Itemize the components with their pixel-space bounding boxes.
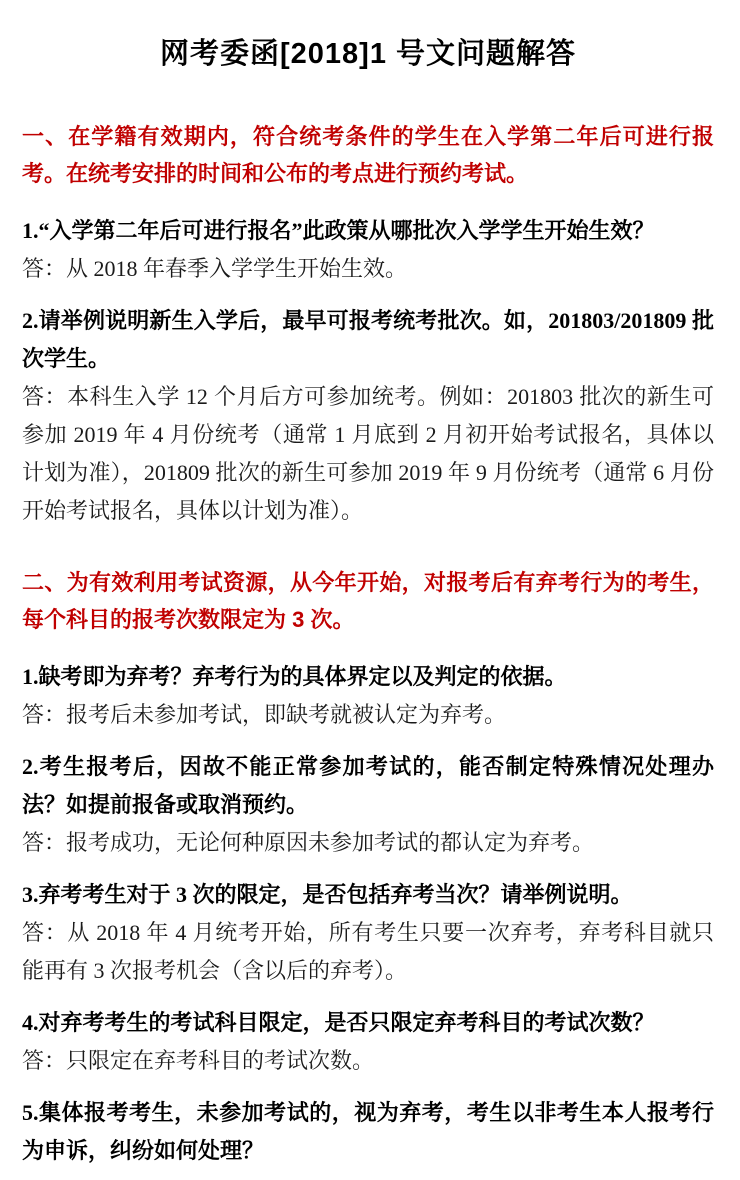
answer-1-2: 答：本科生入学 12 个月后方可参加统考。例如：201803 批次的新生可参加 2019 年 4 月份统考（通常 1 月底到 2 月初开始考试报名，具体以计划为准），201809 批次的新生可参加 2019 年 9 月份统考（通常 6 月份开始考试报名，具体以计划为准）。 [22, 384, 714, 523]
qa-item-1-2 [22, 302, 714, 530]
section-2 [22, 564, 714, 1170]
section-2-heading: 二、为有效利用考试资源，从今年开始，对报考后有弃考行为的考生，每个科目的报考次数限定为 3 次。 [22, 570, 714, 632]
answer-2-2: 答：报考成功，无论何种原因未参加考试的都认定为弃考。 [22, 830, 595, 855]
section-1 [22, 118, 714, 530]
qa-item-2-1 [22, 658, 714, 734]
question-2-1: 1.缺考即为弃考？弃考行为的具体界定以及判定的依据。 [22, 664, 567, 689]
question-1-2: 2.请举例说明新生入学后，最早可报考统考批次。如，201803/201809 批次学生。 [22, 308, 714, 371]
qa-item-2-5 [22, 1094, 714, 1170]
answer-2-3: 答：从 2018 年 4 月统考开始，所有考生只要一次弃考，弃考科目就只能再有 3 次报考机会（含以后的弃考）。 [22, 920, 714, 983]
qa-item-2-2 [22, 748, 714, 862]
answer-2-4: 答：只限定在弃考科目的考试次数。 [22, 1048, 375, 1073]
qa-item-2-3 [22, 876, 714, 990]
question-2-5: 5.集体报考考生，未参加考试的，视为弃考，考生以非考生本人报考行为申诉，纠纷如何处理？ [22, 1100, 714, 1163]
qa-item-1-1 [22, 212, 714, 288]
question-2-2: 2.考生报考后，因故不能正常参加考试的，能否制定特殊情况处理办法？如提前报备或取消预约。 [22, 754, 714, 817]
question-2-4: 4.对弃考考生的考试科目限定，是否只限定弃考科目的考试次数？ [22, 1010, 655, 1035]
section-1-heading: 一、在学籍有效期内，符合统考条件的学生在入学第二年后可进行报考。在统考安排的时间和公布的考点进行预约考试。 [22, 124, 714, 186]
question-1-1: 1.“入学第二年后可进行报名”此政策从哪批次入学学生开始生效？ [22, 218, 655, 243]
answer-2-1: 答：报考后未参加考试，即缺考就被认定为弃考。 [22, 702, 507, 727]
page-title: 网考委函[2018]1 号文问题解答 [159, 38, 576, 70]
qa-item-2-4 [22, 1004, 714, 1080]
answer-1-1: 答：从 2018 年春季入学学生开始生效。 [22, 256, 408, 281]
question-2-3: 3.弃考考生对于 3 次的限定，是否包括弃考当次？请举例说明。 [22, 882, 633, 907]
